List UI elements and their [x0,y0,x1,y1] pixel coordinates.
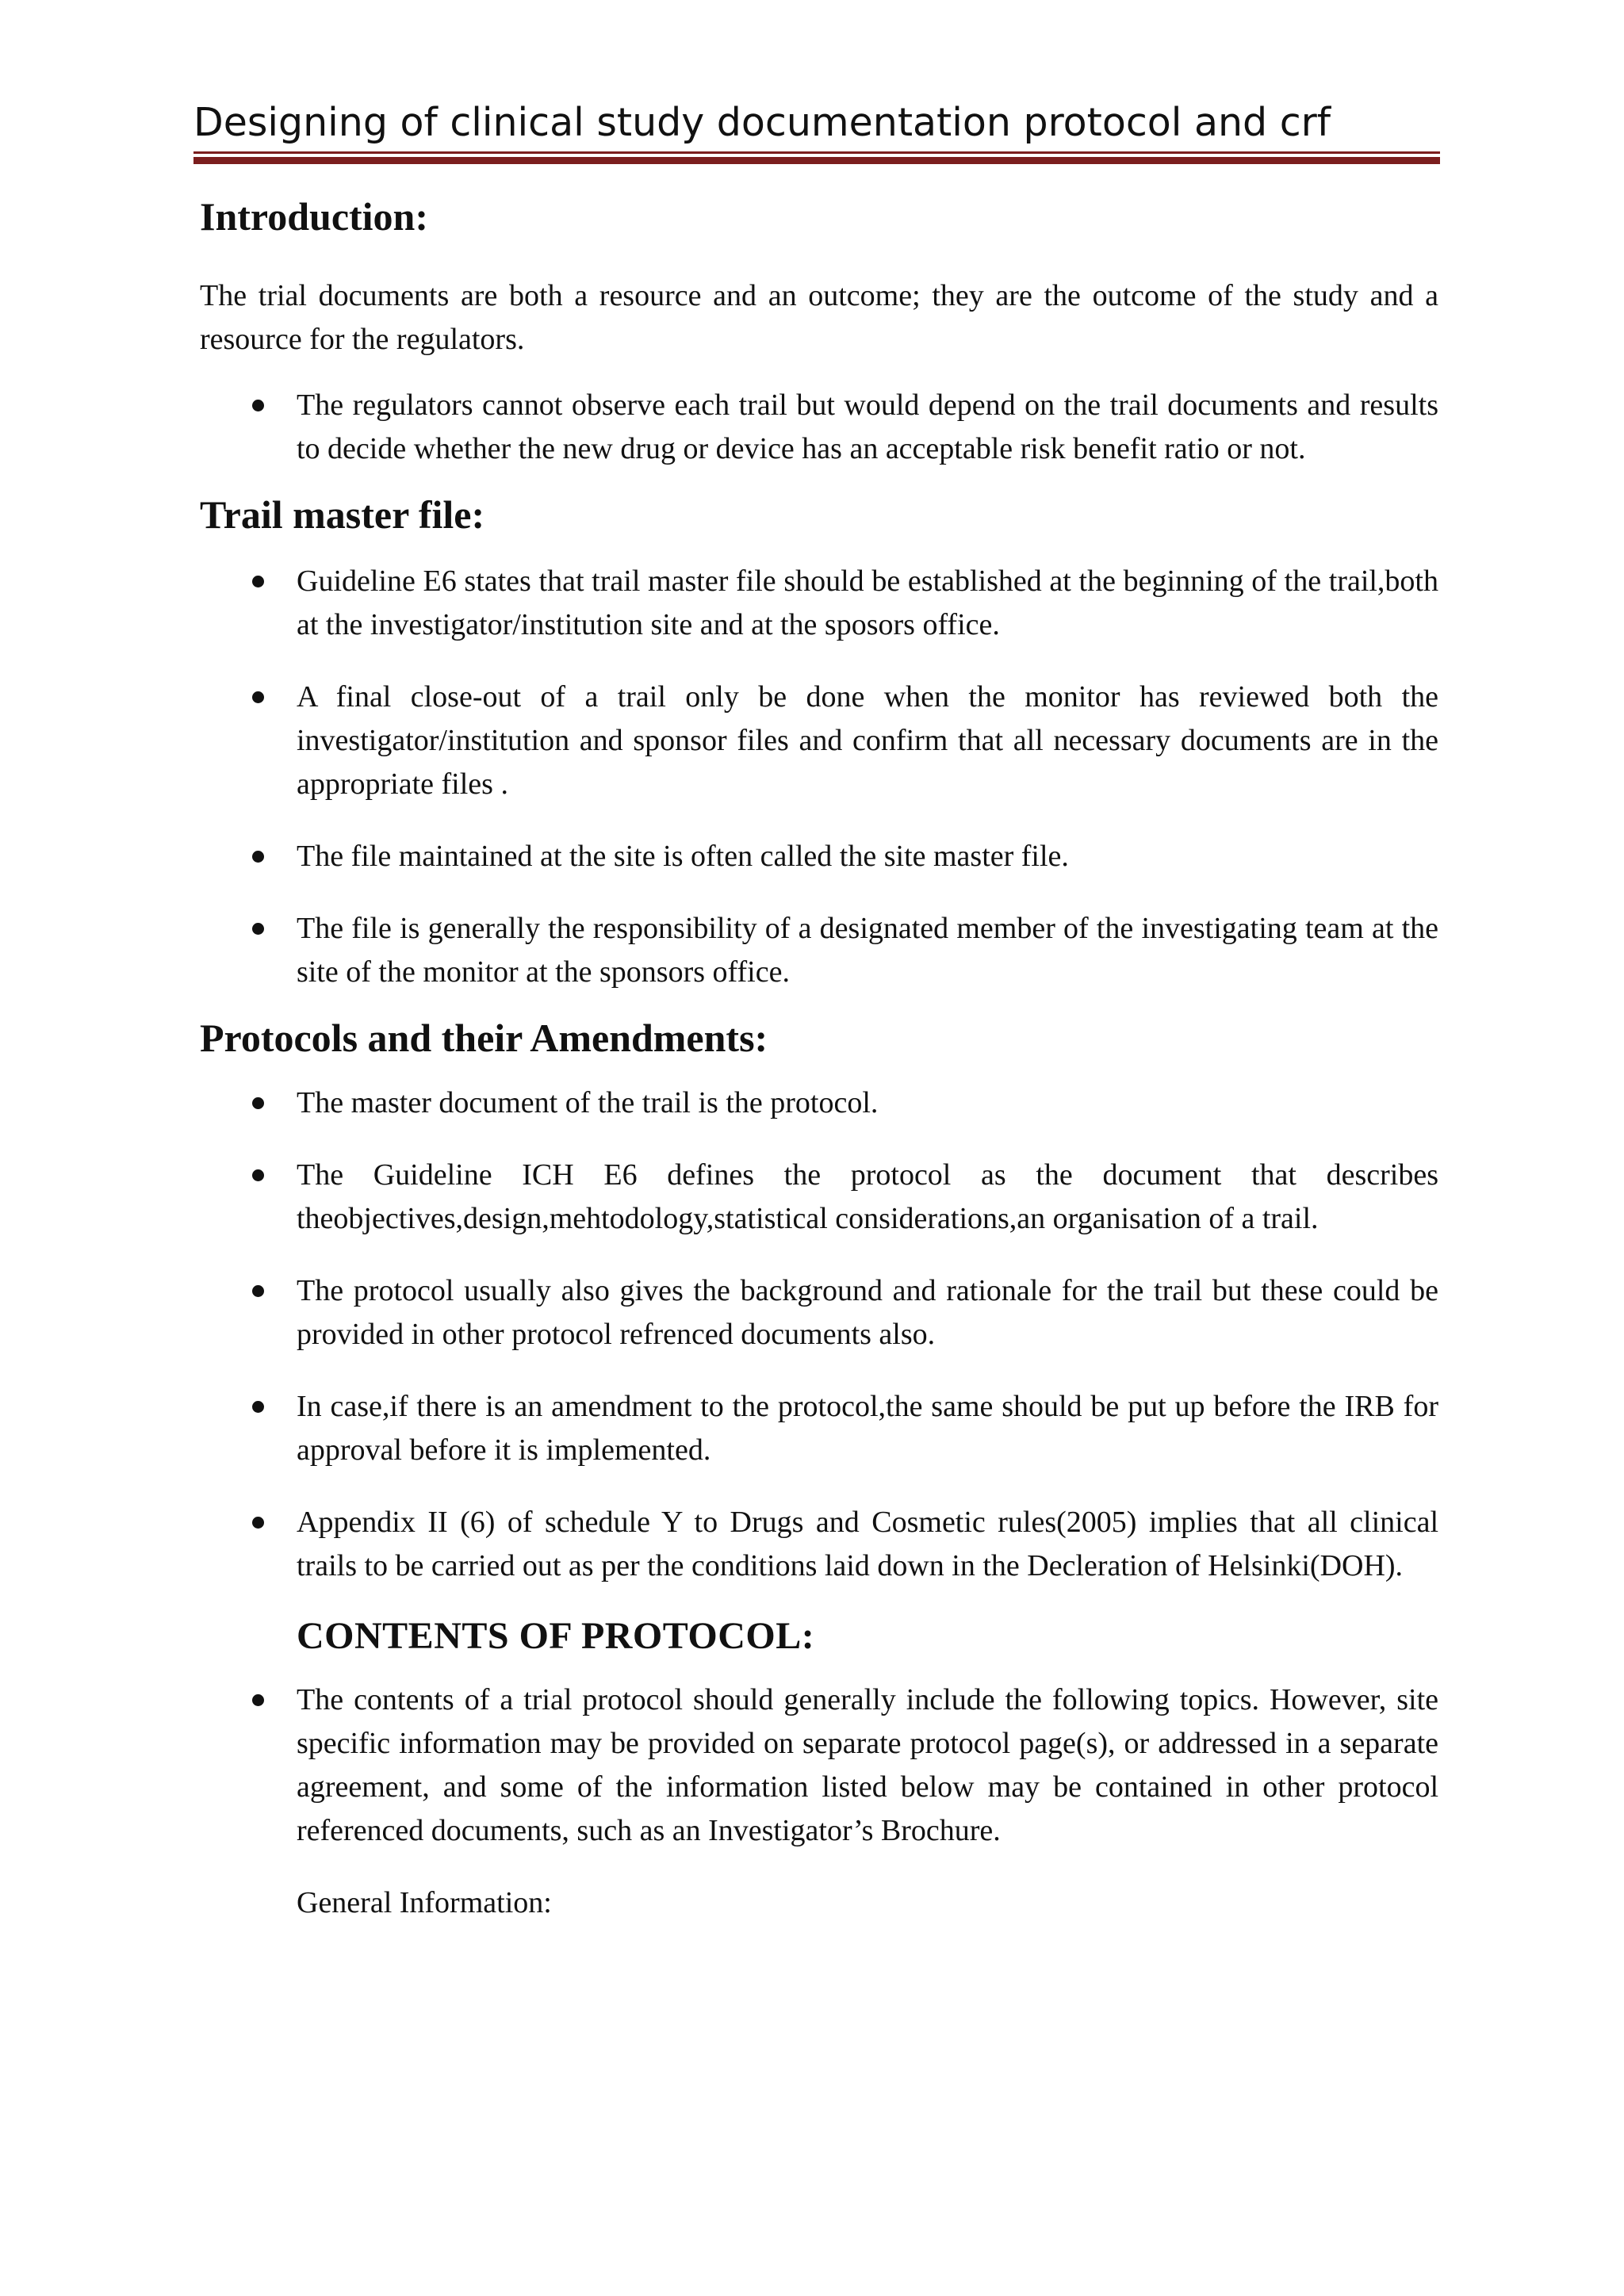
introduction-paragraph: The trial documents are both a resource and an outcome; they are the outcome of the study and a resource for the regulators. [200,279,1438,356]
bullet-text: The protocol usually also gives the background and rationale for the trail but these could be provided in other protocol refrenced documents also. [297,1274,1438,1351]
bullet-text: The master document of the trail is the protocol. [297,1086,879,1119]
bullet-text: The file is generally the responsibility of a designated member of the investigating team at the site of the monitor at the sponsors office. [297,912,1438,989]
list-item [200,384,1438,471]
list-item [200,1385,1438,1472]
bullet-text: The file maintained at the site is often called the site master file. [297,840,1069,873]
page-header-title: Designing of clinical study documentation protocol and crf [193,100,1331,145]
bullet-icon [252,851,264,863]
bullet-icon [252,1401,264,1413]
header-rule-thick [193,157,1440,164]
protocols-bullet-list [200,1081,1438,1588]
bullet-icon [252,1285,264,1297]
list-item [200,1081,1438,1125]
bullet-icon [252,576,264,587]
introduction-heading: Introduction: [200,194,429,239]
introduction-bullet-list [200,384,1438,471]
bullet-icon [252,400,264,411]
bullet-icon [252,691,264,703]
list-item [200,675,1438,806]
list-item [200,1269,1438,1357]
bullet-text: The Guideline ICH E6 defines the protocol as the document that describes theobjectives,design,mehtodology,statistical considerations,an organisation of a trail. [297,1158,1438,1235]
protocols-heading: Protocols and their Amendments: [200,1016,768,1060]
bullet-text: Guideline E6 states that trail master file should be established at the beginning of the trail,both at the investigator/institution site and at the sposors office. [297,564,1438,641]
list-item [200,835,1438,878]
bullet-text: The regulators cannot observe each trail but would depend on the trail documents and results to decide whether the new drug or device has an acceptable risk benefit ratio or not. [297,388,1438,465]
bullet-text: Appendix II (6) of schedule Y to Drugs and Cosmetic rules(2005) implies that all clinical trails to be carried out as per the conditions laid down in the Decleration of Helsinki(DOH). [297,1506,1438,1582]
bullet-text: The contents of a trial protocol should generally include the following topics. However, site specific information may be provided on separate protocol page(s), or addressed in a separate agreement, and some of the information listed below may be contained in other protocol referenced documents, such as an Investigator’s Brochure. [297,1683,1438,1847]
header-rule-thin [193,151,1440,154]
trail-master-file-bullet-list [200,560,1438,994]
list-item [200,1678,1438,1853]
list-item [200,1501,1438,1588]
trail-master-file-heading: Trail master file: [200,492,485,537]
document-body [200,190,1438,1925]
list-item [200,907,1438,994]
bullet-text: A final close-out of a trail only be done when the monitor has reviewed both the investigator/institution and sponsor files and confirm that all necessary documents are in the appropriate files . [297,680,1438,801]
bullet-icon [252,1169,264,1181]
bullet-text: In case,if there is an amendment to the protocol,the same should be put up before the IRB for approval before it is implemented. [297,1390,1438,1467]
bullet-icon [252,1517,264,1529]
contents-of-protocol-heading: CONTENTS OF PROTOCOL: [297,1615,815,1657]
bullet-icon [252,1694,264,1706]
contents-bullet-list [200,1678,1438,1853]
bullet-icon [252,923,264,935]
general-information-label: General Information: [297,1886,552,1919]
list-item [200,560,1438,647]
bullet-icon [252,1097,264,1109]
list-item [200,1154,1438,1241]
